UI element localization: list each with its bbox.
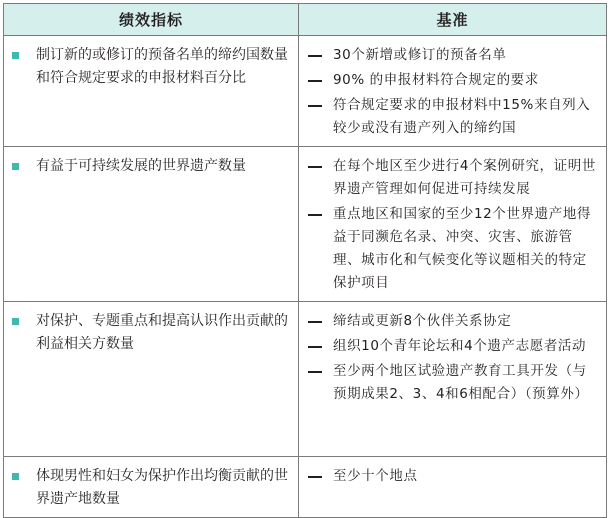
benchmark-item [305,69,600,92]
indicator-cell [4,457,299,518]
benchmark-item [305,155,600,201]
indicator-cell [4,147,299,302]
dash-icon [308,476,322,478]
benchmark-text: 至少两个地区试验遗产教育工具开发（与预期成果2、3、4和6相配合）（预算外） [332,363,589,402]
benchmark-text: 符合规定要求的申报材料中15%来自列入较少或没有遗产列入的缔约国 [332,97,591,136]
dash-icon [308,166,322,168]
table-row [4,147,607,302]
dash-icon [308,105,322,107]
dash-icon [308,321,322,323]
benchmark-text: 组织10个青年论坛和4个遗产志愿者活动 [332,338,587,354]
square-bullet-icon [12,163,19,170]
square-bullet-icon [12,52,19,59]
benchmark-cell [298,302,606,457]
benchmark-item [305,94,600,140]
table-row [4,302,607,457]
header-indicator: 绩效指标 [4,4,299,36]
header-benchmark: 基准 [298,4,606,36]
indicator-cell [4,302,299,457]
benchmark-item [305,335,600,358]
indicator-cell [4,36,299,147]
table-row [4,457,607,518]
benchmark-text: 缔结或更新8个伙伴关系协定 [332,313,512,329]
benchmark-cell [298,147,606,302]
benchmark-text: 30个新增或修订的预备名单 [332,47,507,63]
dash-icon [308,80,322,82]
indicator-text: 对保护、专题重点和提高认识作出贡献的利益相关方数量 [36,313,288,352]
table-row [4,36,607,147]
square-bullet-icon [12,473,19,480]
benchmark-item [305,310,600,333]
benchmark-item [305,465,600,488]
indicator-text: 体现男性和妇女为保护作出均衡贡献的世界遗产地数量 [36,468,288,507]
square-bullet-icon [12,318,19,325]
benchmark-text: 重点地区和国家的至少12个世界遗产地得益于同濒危名录、冲突、灾害、旅游管理、城市化和气候变化等议题相关的特定保护项目 [332,206,592,291]
benchmark-list [299,147,606,301]
performance-indicators-table [3,3,607,518]
dash-icon [308,346,322,348]
benchmark-cell [298,457,606,518]
table-header-row [4,4,607,36]
benchmark-cell [298,36,606,147]
dash-icon [308,55,322,57]
benchmark-item [305,203,600,295]
dash-icon [308,371,322,373]
benchmark-text: 90% 的申报材料符合规定的要求 [332,72,539,88]
indicator-text: 制订新的或修订的预备名单的缔约国数量和符合规定要求的申报材料百分比 [36,47,288,86]
indicator-text: 有益于可持续发展的世界遗产数量 [36,158,246,174]
dash-icon [308,214,322,216]
benchmark-text: 至少十个地点 [332,468,418,484]
benchmark-list [299,36,606,146]
benchmark-text: 在每个地区至少进行4个案例研究，证明世界遗产管理如何促进可持续发展 [332,158,596,197]
benchmark-item [305,360,600,406]
benchmark-item [305,44,600,67]
benchmark-list [299,302,606,412]
benchmark-list [299,457,606,494]
